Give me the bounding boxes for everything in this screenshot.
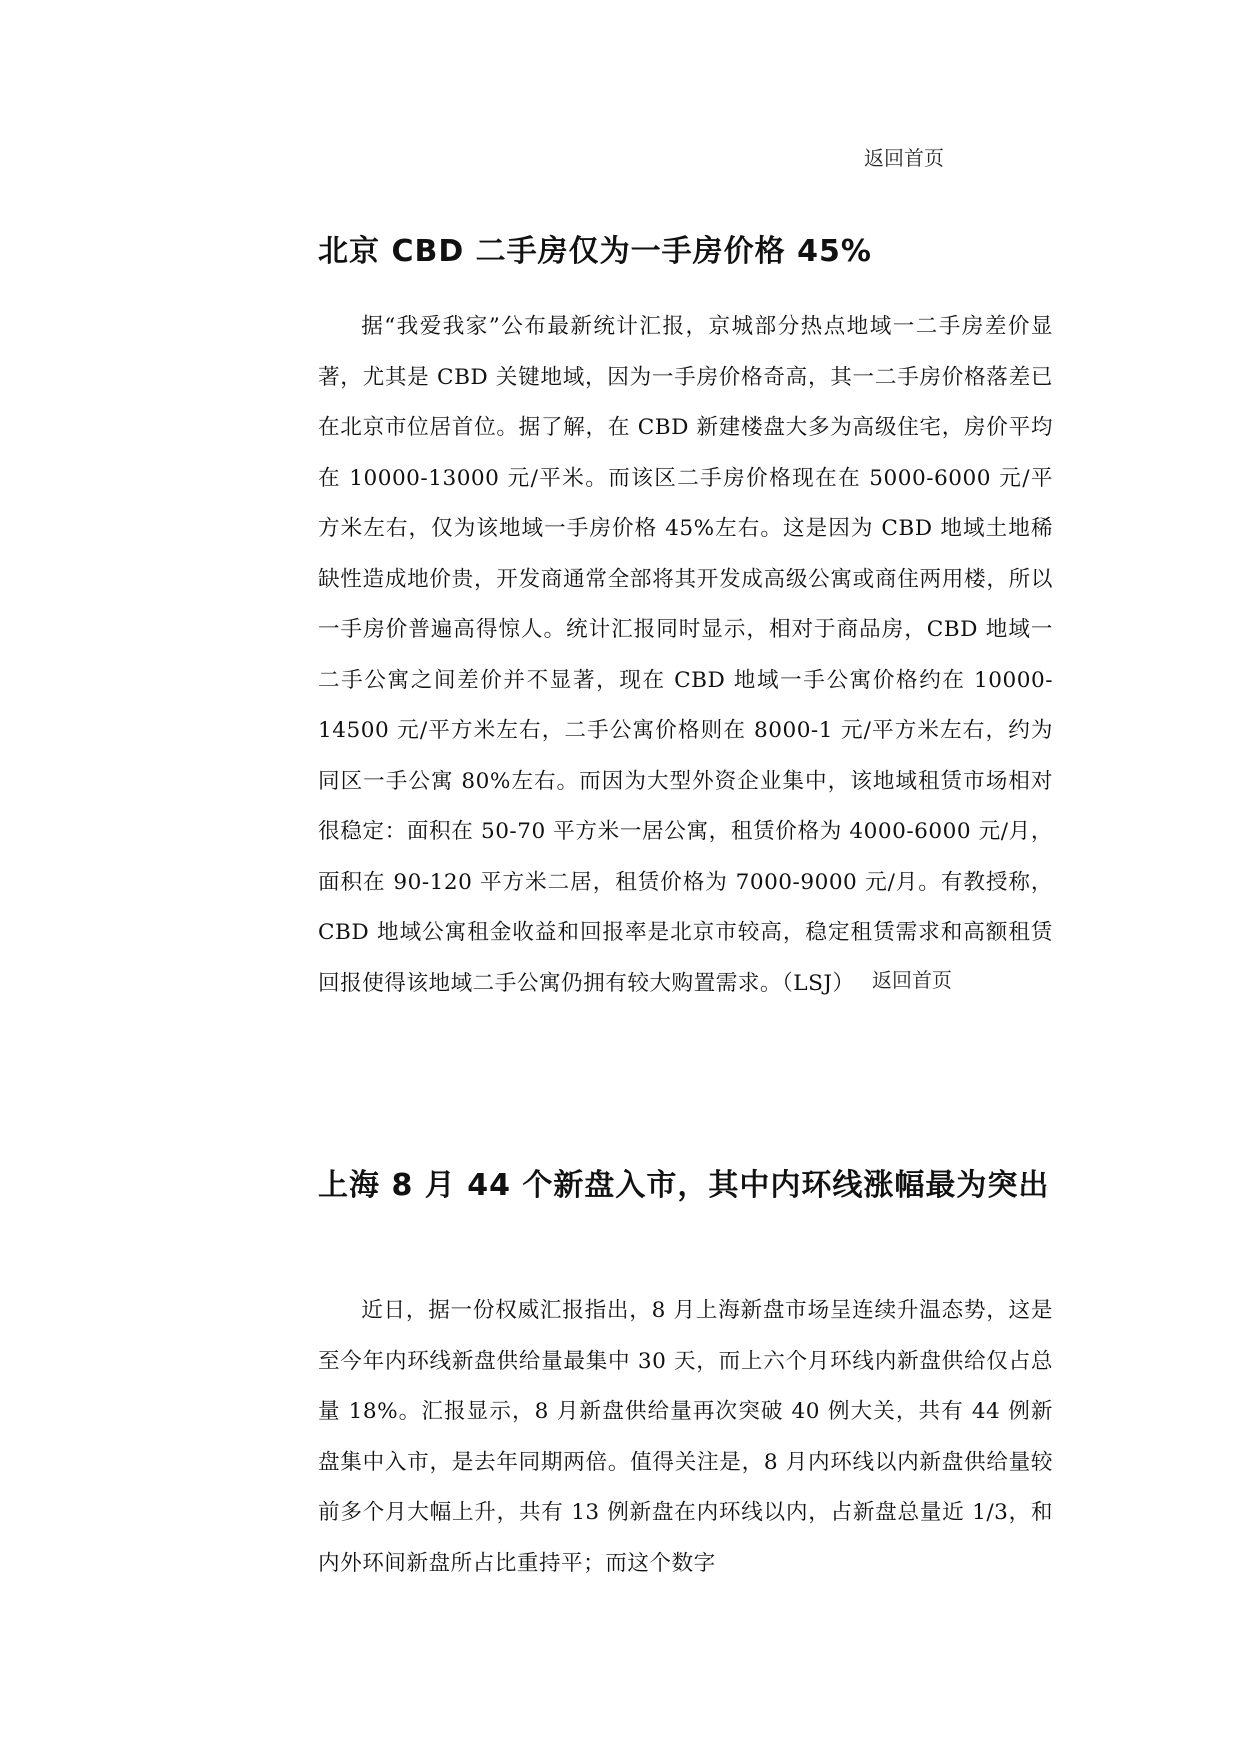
back-home-link-top[interactable]: 返回首页 xyxy=(864,146,944,170)
article-body-shanghai-new-homes: 近日，据一份权威汇报指出，8 月上海新盘市场呈连续升温态势，这是至今年内环线新盘供给量最集中 30 天，而上六个月环线内新盘供给仅占总量 18%。汇报显示，8 月新盘供给量再次突破 40 例大关，共有 44 例新盘集中入市，是去年同期两倍。值得关注是，8 月内环线以内新盘供给量较前多个月大幅上升，共有 13 例新盘在内环线以内，占新盘总量近 1/3，和内外环间新盘所占比重持平；而这个数字 xyxy=(318,1298,1053,1576)
article-title-shanghai-new-homes: 上海 8 月 44 个新盘入市，其中内环线涨幅最为突出 xyxy=(318,1168,1050,1203)
article-title-beijing-cbd: 北京 CBD 二手房仅为一手房价格 45% xyxy=(318,234,872,269)
article-body-beijing-cbd: 据“我爱我家”公布最新统计汇报，京城部分热点地域一二手房差价显著，尤其是 CBD 关键地域，因为一手房价格奇高，其一二手房价格落差已在北京市位居首位。据了解，在 CBD 新建楼盘大多为高级住宅，房价平均在 10000-13000 元/平米。而该区二手房价格现在在 5000-6000 元/平方米左右，仅为该地域一手房价格 45%左右。这是因为 CBD 地域土地稀缺性造成地价贵，开发商通常全部将其开发成高级公寓或商住两用楼，所以一手房价普遍高得惊人。统计汇报同时显示，相对于商品房，CBD 地域一二手公寓之间差价并不显著，现在 CBD 地域一手公寓价格约在 10000-14500 元/平方米左右，二手公寓价格则在 8000-1 元/平方米左右，约为同区一手公寓 80%左右。而因为大型外资企业集中，该地域租赁市场相对很稳定：面积在 50-70 平方米一居公寓，租赁价格为 4000-6000 元/月，面积在 90-120 平方米二居，租赁价格为 7000-9000 元/月。有教授称，CBD 地域公寓租金收益和回报率是北京市较高，稳定租赁需求和高额租赁回报使得该地域二手公寓仍拥有较大购置需求。（LSJ） xyxy=(318,314,1053,996)
back-home-link-mid[interactable]: 返回首页 xyxy=(872,968,952,992)
